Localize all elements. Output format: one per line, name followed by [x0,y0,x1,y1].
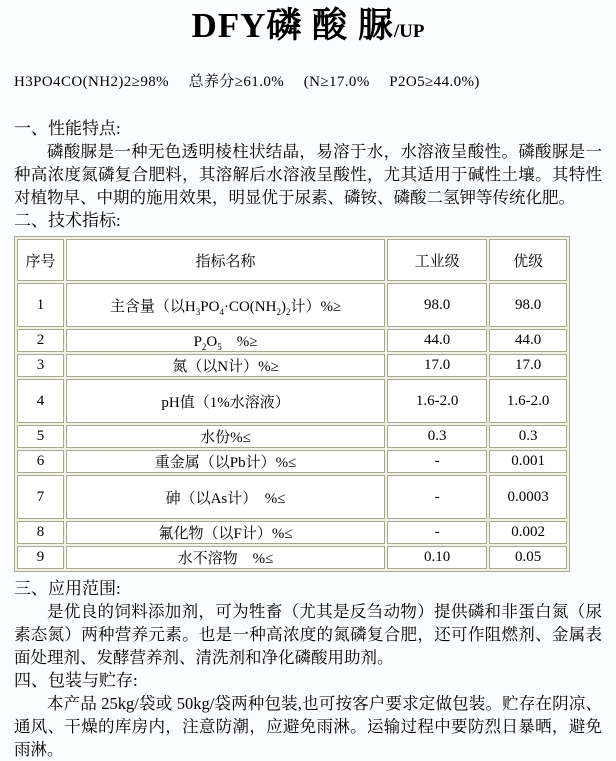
cell-industrial-grade: 98.0 [387,283,487,327]
cell-indicator-name: pH值（1%水溶液） [66,379,385,423]
table-row [17,379,567,423]
section-heading-specs: 二、技术指标: [14,211,121,230]
cell-premium-grade: 0.0003 [489,475,567,519]
spec-table-body [17,283,567,569]
cell-indicator-name: 主含量（以$H_3PO_4\cdot CO(NH_2)_2$计）%≥ [66,283,385,327]
cell-indicator-name: 氮（以N计）%≥ [66,354,385,377]
section-heading-applications: 三、应用范围: [14,579,121,598]
cell-industrial-grade: - [387,475,487,519]
table-row [17,354,567,377]
page-title-main: DFY磷 酸 脲 [191,6,394,45]
table-row [17,546,567,569]
cell-indicator-name: 重金属（以Pb计）%≤ [66,450,385,473]
cell-indicator-name: 水份%≤ [66,425,385,448]
table-row [17,521,567,544]
section-body-performance: 磷酸脲是一种无色透明棱柱状结晶，易溶于水，水溶液呈酸性。磷酸脲是一种高浓度氮磷复合肥料，其溶解后水溶液呈酸性，尤其适用于碱性土壤。其特性对植物早、中期的施用效果，明显优于尿素、磷铵、磷酸二氢钾等传统化肥。 [14,142,602,207]
section-heading-performance: 一、性能特点: [14,119,121,138]
cell-row-number: 1 [17,283,64,327]
table-header-row [17,239,567,281]
column-header-industrial: 工业级 [387,239,487,281]
spec-table [14,236,570,572]
cell-row-number: 3 [17,354,64,377]
page-title-suffix: /UP [393,21,425,42]
section-heading-packaging: 四、包装与贮存: [14,671,138,690]
page-title [14,0,602,53]
cell-premium-grade: 44.0 [489,329,567,352]
product-formula-line: H3PO4CO(NH2)2≥98% 总养分≥61.0% (N≥17.0% P2O5≥44.0%) [14,74,480,90]
cell-row-number: 2 [17,329,64,352]
cell-premium-grade: 1.6-2.0 [489,379,567,423]
cell-row-number: 5 [17,425,64,448]
cell-industrial-grade: - [387,521,487,544]
cell-industrial-grade: 17.0 [387,354,487,377]
cell-row-number: 8 [17,521,64,544]
table-row [17,425,567,448]
cell-row-number: 9 [17,546,64,569]
cell-industrial-grade: - [387,450,487,473]
table-row [17,475,567,519]
cell-premium-grade: 0.3 [489,425,567,448]
column-header-premium: 优级 [489,239,567,281]
cell-row-number: 6 [17,450,64,473]
cell-industrial-grade: 0.3 [387,425,487,448]
table-row [17,450,567,473]
cell-row-number: 7 [17,475,64,519]
cell-industrial-grade: 1.6-2.0 [387,379,487,423]
cell-premium-grade: 17.0 [489,354,567,377]
cell-industrial-grade: 0.10 [387,546,487,569]
cell-indicator-name: 氟化物（以F计）%≤ [66,521,385,544]
cell-premium-grade: 0.05 [489,546,567,569]
cell-premium-grade: 0.002 [489,521,567,544]
table-row [17,283,567,327]
section-body-applications: 是优良的饲料添加剂，可为牲畜（尤其是反刍动物）提供磷和非蛋白氮（尿素态氮）两种营养元素。也是一种高浓度的氮磷复合肥，还可作阻燃剂、金属表面处理剂、发酵营养剂、清洗剂和净化磷酸用助剂。 [14,602,602,667]
cell-indicator-name: 水不溶物 %≤ [66,546,385,569]
cell-premium-grade: 0.001 [489,450,567,473]
table-row [17,329,567,352]
cell-industrial-grade: 44.0 [387,329,487,352]
cell-indicator-name: 砷（以As计） %≤ [66,475,385,519]
cell-row-number: 4 [17,379,64,423]
cell-indicator-name: $P_2O_5$ %≥ [66,329,385,352]
cell-premium-grade: 98.0 [489,283,567,327]
section-body-packaging: 本产品 25kg/袋或 50kg/袋两种包装,也可按客户要求定做包装。贮存在阴凉、通风、干燥的库房内，注意防潮，应避免雨淋。运输过程中要防烈日暴晒，避免雨淋。 [14,694,602,759]
column-header-no: 序号 [17,239,64,281]
column-header-name: 指标名称 [66,239,385,281]
